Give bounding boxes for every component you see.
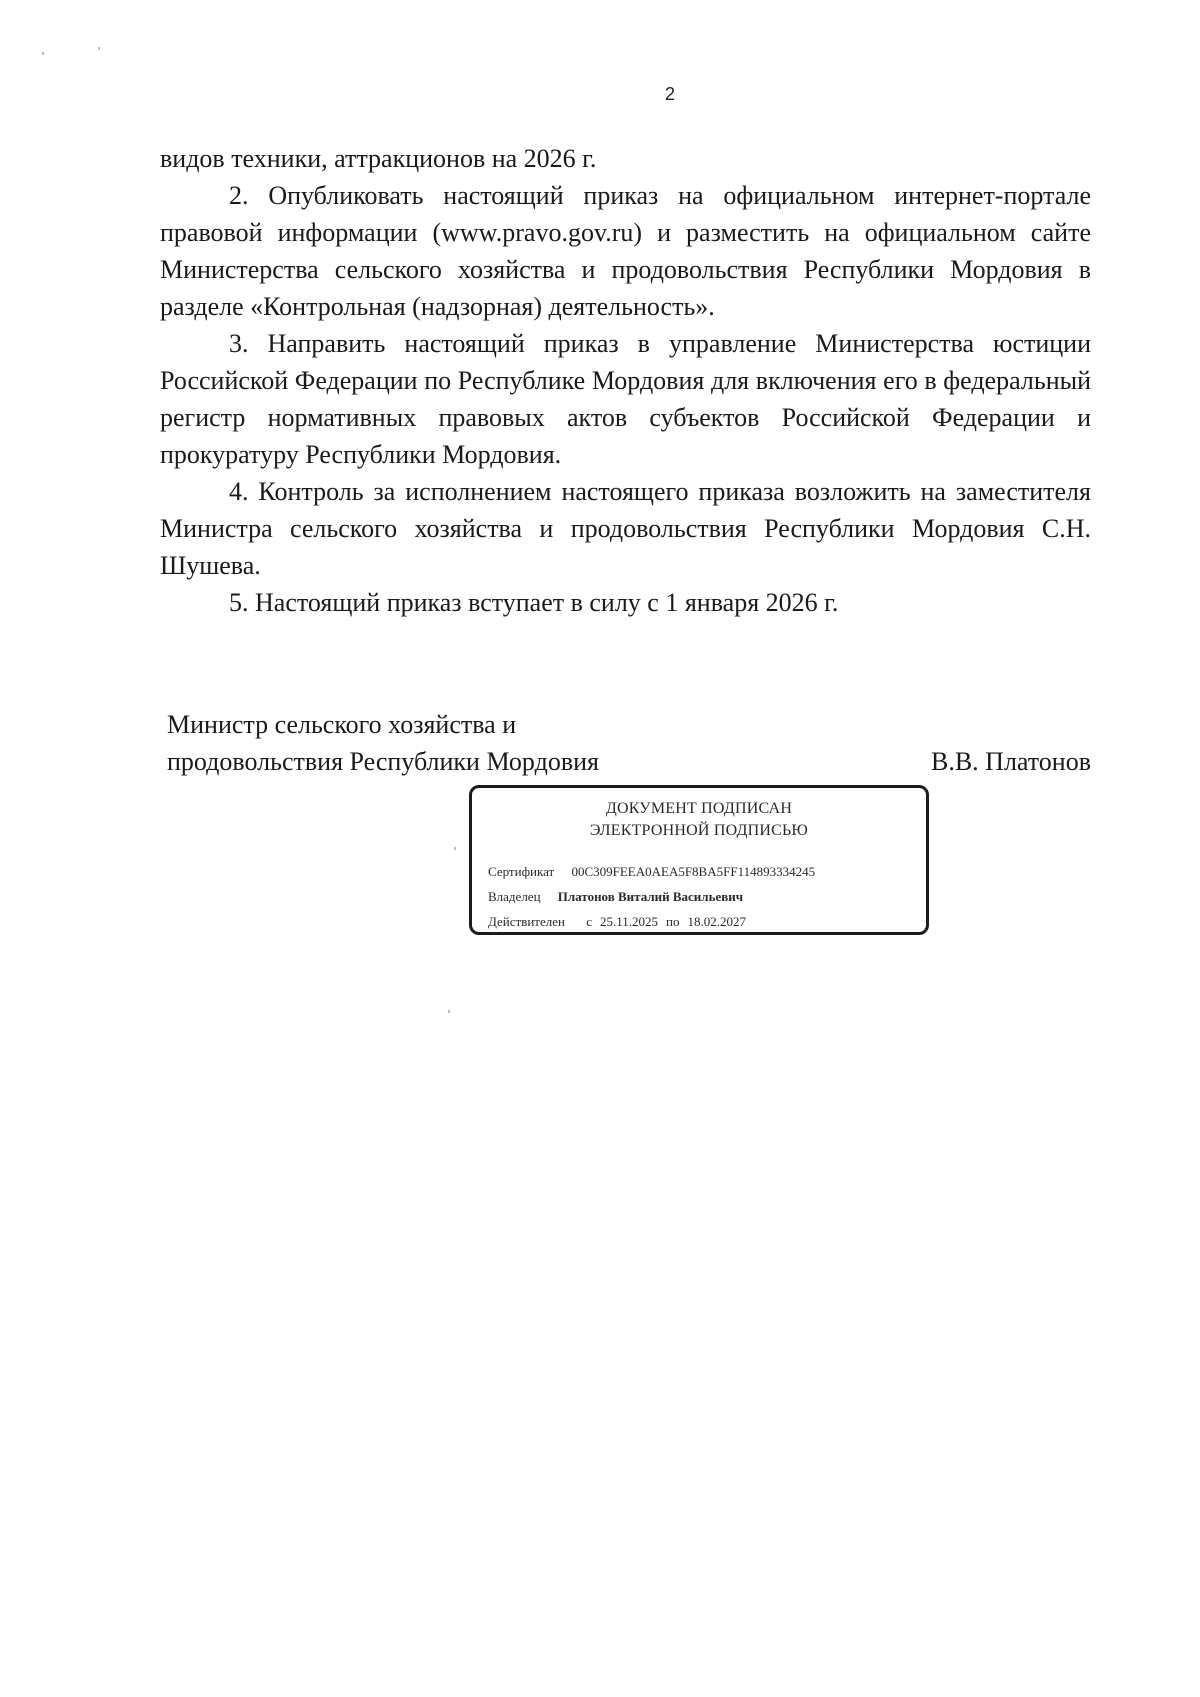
validity-to-date: 18.02.2027 [687,914,746,929]
stamp-validity-row [488,914,750,930]
paragraph-continuation: видов техники, аттракционов на 2026 г. [160,144,597,173]
scan-artifact [98,47,100,50]
validity-from-date: 25.11.2025 [600,914,659,929]
certificate-label: Сертификат [488,864,555,879]
signature-block [167,706,1091,780]
validity-label: Действителен [488,914,565,929]
signatory-title-line-2: продовольствия Республики Мордовия [167,747,599,776]
paragraph-item-3: 3. Направить настоящий приказ в управление Министерства юстиции Российской Федерации по Республике Мордовия для включения его в федеральный регистр нормативных правовых актов субъектов Российской Федерации и прокуратуру Республики Мордовия. [160,329,1091,469]
stamp-certificate-row [488,864,815,880]
paragraph-item-2: 2. Опубликовать настоящий приказ на официальном интернет-портале правовой информации (www.pravo.gov.ru) и разместить на официальном сайте Министерства сельского хозяйства и продовольствия Республики Мордовия в разделе «Контрольная (надзорная) деятельность». [160,181,1091,321]
scan-artifact [448,1010,450,1013]
scan-artifact [454,847,456,850]
page-number: 2 [664,84,675,104]
scan-artifact [42,52,44,55]
paragraph-item-4: 4. Контроль за исполнением настоящего приказа возложить на заместителя Министра сельского хозяйства и продовольствия Республики Мордовия С.Н. Шушева. [160,477,1091,580]
validity-value [582,914,750,930]
stamp-heading-line-2: ЭЛЕКТРОННОЙ ПОДПИСЬЮ [589,822,809,839]
order-body [160,140,1091,621]
validity-from-prefix: с [586,914,592,929]
validity-to-prefix: по [666,914,680,929]
certificate-value: 00C309FEEA0AEA5F8BA5FF114893334245 [571,864,816,879]
stamp-owner-row [488,889,743,905]
stamp-heading-line-1: ДОКУМЕНТ ПОДПИСАН [605,800,793,817]
signatory-name: В.В. Платонов [930,747,1091,776]
paragraph-item-5: 5. Настоящий приказ вступает в силу с 1 января 2026 г. [229,588,839,617]
signatory-title-line-1: Министр сельского хозяйства и [167,710,517,739]
owner-value: Платонов Виталий Васильевич [557,889,744,904]
electronic-signature-stamp [469,785,929,935]
owner-label: Владелец [488,889,541,904]
stamp-heading [472,798,926,842]
